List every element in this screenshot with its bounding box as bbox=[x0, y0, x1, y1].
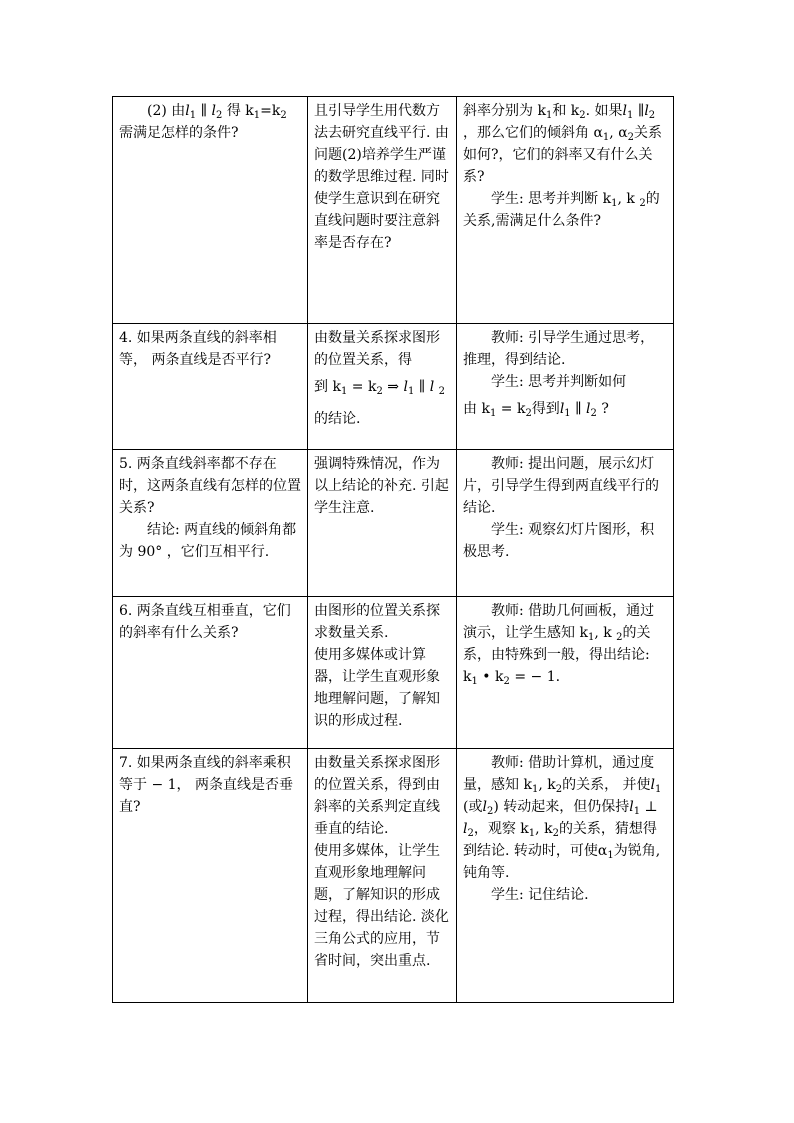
question-cell: (2) 由$l_1$ ∥ $l_2$ 得 $k_1=k_2$ 需满足怎样的条件? bbox=[113, 97, 308, 324]
question-cell: 4. 如果两条直线的斜率相等， 两条直线是否平行? bbox=[113, 324, 308, 450]
question-cell: 6. 两条直线互相垂直，它们的斜率有什么关系? bbox=[113, 597, 308, 749]
table-row bbox=[113, 749, 674, 1003]
activity-cell: 斜率分别为 $k_1$和 $k_2$. 如果$l_1$ $\parallel l_2$ ，那么它们的倾斜角 $\alpha_1$, $\alpha_2$关系如何?，它们的斜率又有什么关系? 学生: 思考并判断 $k_1$, k $_2$的关系,需满足什么条件? bbox=[457, 97, 674, 324]
question-cell: 5. 两条直线斜率都不存在时，这两条直线有怎样的位置关系? 结论: 两直线的倾斜角都为 90° ，它们互相平行. bbox=[113, 450, 308, 597]
activity-cell: 教师: 引导学生通过思考，推理，得到结论. 学生: 思考并判断如何 由 $k_1 = k_2$得到$l_1$ ∥ $l_2$ ? bbox=[457, 324, 674, 450]
question-cell: 7. 如果两条直线的斜率乘积等于 − 1， 两条直线是否垂直? bbox=[113, 749, 308, 1003]
lesson-table bbox=[112, 96, 674, 1003]
design-intent-cell: 且引导学生用代数方法去研究直线平行. 由问题(2)培养学生严谨的数学思维过程. 同时使学生意识到在研究直线问题时要注意斜率是否存在? bbox=[308, 97, 457, 324]
table-row bbox=[113, 97, 674, 324]
activity-cell: 教师: 提出问题，展示幻灯片，引导学生得到两直线平行的结论. 学生: 观察幻灯片图形，积极思考. bbox=[457, 450, 674, 597]
design-intent-cell: 由图形的位置关系探求数量关系. 使用多媒体或计算器，让学生直观形象地理解问题，了解知识的形成过程. bbox=[308, 597, 457, 749]
activity-cell: 教师: 借助几何画板，通过演示，让学生感知 $k_1$, k $_2$的关系，由特殊到一般，得出结论: $k_1$ • $k_2$ = − 1. bbox=[457, 597, 674, 749]
table-row bbox=[113, 450, 674, 597]
design-intent-cell: 强调特殊情况，作为以上结论的补充. 引起学生注意. bbox=[308, 450, 457, 597]
activity-cell: 教师: 借助计算机，通过度量，感知 $k_1$, $k_2$的关系， 并使$l_1$ (或$l_2$) 转动起来，但仍保持$l_1$ ⊥ $l_2$，观察 $k_1$, $k_2$的关系，猜想得到结论. 转动时，可使$\alpha_1$为锐角, 钝角等. 学生: 记住结论. bbox=[457, 749, 674, 1003]
design-intent-cell: 由数量关系探求图形的位置关系，得 到 $k_1 = k_2$ ⇒ $l_1$ ∥ l $_2$的结论. bbox=[308, 324, 457, 450]
design-intent-cell: 由数量关系探求图形的位置关系，得到由斜率的关系判定直线垂直的结论. 使用多媒体，让学生直观形象地理解问题，了解知识的形成过程，得出结论. 淡化三角公式的应用，节省时间，突出重点. bbox=[308, 749, 457, 1003]
table-row bbox=[113, 597, 674, 749]
table-row bbox=[113, 324, 674, 450]
